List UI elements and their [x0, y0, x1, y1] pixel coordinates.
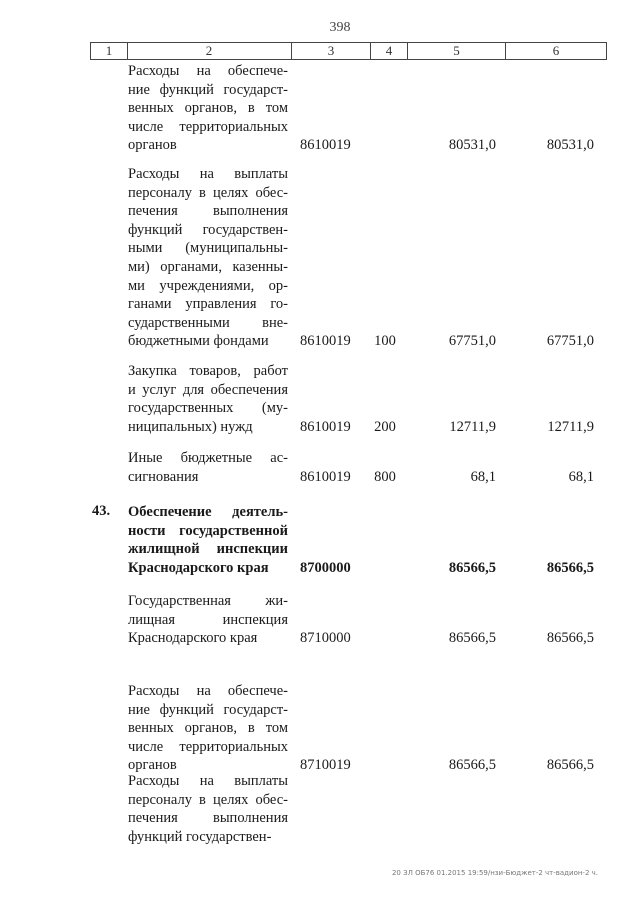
header-col-1: 1 [90, 42, 128, 60]
row-name-line: венных органов, в том [128, 720, 288, 737]
header-col-6: 6 [506, 42, 607, 60]
header-col-4: 4 [371, 42, 408, 60]
row-name-line: ми) органами, казенны- [128, 258, 288, 275]
page-number: 398 [329, 20, 351, 35]
row-name-line: Расходы на выплаты [128, 773, 288, 789]
row-name-line: ние функций государст- [128, 701, 288, 718]
row-name-line: сигнования [128, 468, 199, 485]
row-name-line: ние функций государст- [128, 81, 288, 98]
row-name-line: бюджетными фондами [128, 333, 269, 350]
row-name-line: печения выполнения [128, 203, 288, 220]
row-sum-col6: 86566,5 [546, 630, 594, 647]
row-name-line: Обеспечение деятель- [128, 504, 288, 520]
row-expense-type: 800 [374, 468, 396, 485]
row-sum-col6: 67751,0 [546, 333, 594, 350]
footer-stamp: 20 ЗЛ ОБ76 01.2015 19:59/нзи-Бюджет-2 чт-вадион-2 ч. [391, 869, 598, 877]
header-col-2: 2 [127, 42, 292, 60]
row-code: 8700000 [300, 559, 351, 576]
row-name-line: Расходы на выплаты [128, 166, 288, 182]
row-sum-col6: 80531,0 [546, 137, 594, 154]
row-name-line: лищная инспекция [128, 611, 288, 628]
row-expense-type: 100 [374, 333, 396, 350]
row-name-line: сударственными вне- [128, 314, 288, 331]
row-code: 8710019 [300, 757, 351, 774]
row-number: 43. [92, 503, 111, 519]
row-name [128, 362, 288, 436]
header-col-5: 5 [408, 42, 506, 60]
row-name [128, 772, 288, 846]
row-name-line: органов [128, 137, 177, 154]
row-name [128, 503, 288, 577]
row-name [128, 449, 288, 486]
row-name-line: органов [128, 757, 177, 774]
row-sum-col5: 67751,0 [448, 333, 496, 350]
row-code: 8610019 [300, 137, 351, 154]
row-name-line: печения выполнения [128, 810, 288, 827]
row-name [128, 592, 288, 648]
row-sum-col5: 80531,0 [448, 137, 496, 154]
row-name [128, 165, 288, 351]
row-expense-type: 200 [374, 418, 396, 435]
row-sum-col6: 86566,5 [546, 757, 594, 774]
row-sum-col6: 68,1 [568, 468, 594, 485]
row-name-line: ности государственной [128, 522, 288, 539]
row-sum-col5: 86566,5 [448, 757, 496, 774]
row-name-line: Расходы на обеспече- [128, 63, 288, 79]
row-sum-col6: 86566,5 [546, 559, 594, 576]
row-code: 8610019 [300, 468, 351, 485]
row-name-line: числе территориальных [128, 738, 288, 755]
row-name-line: персоналу в целях обес- [128, 791, 288, 808]
row-name-line: жилищной инспекции [128, 541, 288, 558]
row-name-line: Государственная жи- [128, 593, 288, 609]
row-name-line: Расходы на обеспече- [128, 683, 288, 699]
row-name-line: Иные бюджетные ас- [128, 450, 288, 466]
row-name-line: ными (муниципальны- [128, 240, 288, 257]
row-name-line: государственных (му- [128, 400, 288, 417]
row-name-line: числе территориальных [128, 118, 288, 135]
row-sum-col5: 86566,5 [448, 630, 496, 647]
row-sum-col5: 68,1 [470, 468, 496, 485]
row-code: 8610019 [300, 333, 351, 350]
row-sum-col5: 12711,9 [449, 418, 496, 435]
row-name-line: Краснодарского края [128, 630, 258, 647]
row-name-line: функций государствен- [128, 828, 272, 845]
row-name-line: ми учреждениями, ор- [128, 277, 288, 294]
row-name-line: венных органов, в том [128, 100, 288, 117]
row-name-line: Краснодарского края [128, 559, 269, 576]
row-sum-col5: 86566,5 [448, 559, 496, 576]
row-name [128, 62, 288, 155]
row-code: 8710000 [300, 630, 351, 647]
row-sum-col6: 12711,9 [547, 418, 594, 435]
header-col-3: 3 [292, 42, 371, 60]
row-name-line: ниципальных) нужд [128, 418, 253, 435]
row-code: 8610019 [300, 418, 351, 435]
row-name-line: ганами управления го- [128, 296, 288, 313]
row-name-line: и услуг для обеспечения [128, 381, 288, 398]
row-name-line: Закупка товаров, работ [128, 363, 288, 379]
row-name [128, 682, 288, 775]
row-name-line: персоналу в целях обес- [128, 184, 288, 201]
row-name-line: функций государствен- [128, 221, 288, 238]
